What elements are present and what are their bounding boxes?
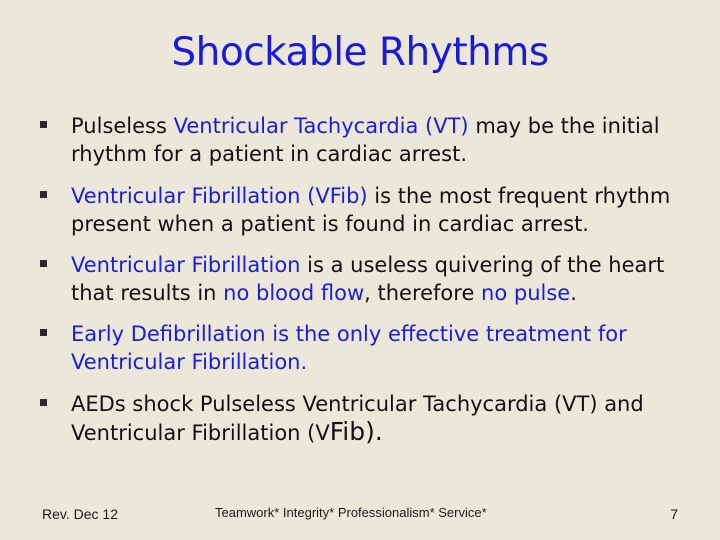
text-segment: that results in [71, 281, 224, 305]
footer-values: Teamwork* Integrity* Professionalism* Service* [215, 505, 487, 520]
text-segment: . [570, 281, 577, 305]
text-segment: , therefore [364, 281, 482, 305]
highlight-term: no pulse [481, 281, 571, 305]
text-segment: Ventricular Fibrillation. [71, 350, 308, 374]
highlight-term: no blood flow [223, 281, 365, 305]
footer-revision: Rev. Dec 12 [42, 506, 118, 522]
slide-title: Shockable Rhythms [171, 30, 549, 75]
bullet-text [71, 251, 691, 307]
square-bullet-icon [40, 121, 47, 128]
bullet-text [71, 320, 691, 376]
highlight-term: Ventricular Fibrillation (VFib) [71, 184, 368, 208]
text-segment: is the most frequent rhythm [367, 184, 671, 208]
page-number: 7 [670, 506, 678, 522]
text-segment: present when a patient is found in cardiac arrest. [71, 212, 589, 236]
bullet-text [71, 182, 691, 238]
text-segment: Pulseless [71, 114, 174, 138]
highlight-term: Ventricular Tachycardia (VT) [173, 114, 469, 138]
bullet-text [71, 390, 691, 447]
text-segment: Ventricular Fibrillation (V [71, 421, 330, 445]
bullet-text [71, 112, 691, 168]
square-bullet-icon [40, 329, 47, 336]
text-segment: AEDs shock Pulseless Ventricular Tachycardia (VT) and [71, 392, 644, 416]
square-bullet-icon [40, 399, 47, 406]
highlight-term: Ventricular Fibrillation [71, 253, 301, 277]
square-bullet-icon [40, 191, 47, 198]
square-bullet-icon [40, 260, 47, 267]
text-segment: rhythm for a patient in cardiac arrest. [71, 142, 468, 166]
text-segment: Fib). [329, 417, 383, 446]
text-segment: may be the initial [468, 114, 660, 138]
text-segment: is a useless quivering of the heart [300, 253, 665, 277]
text-segment: Early Defibrillation is the only effective treatment for [71, 322, 627, 346]
